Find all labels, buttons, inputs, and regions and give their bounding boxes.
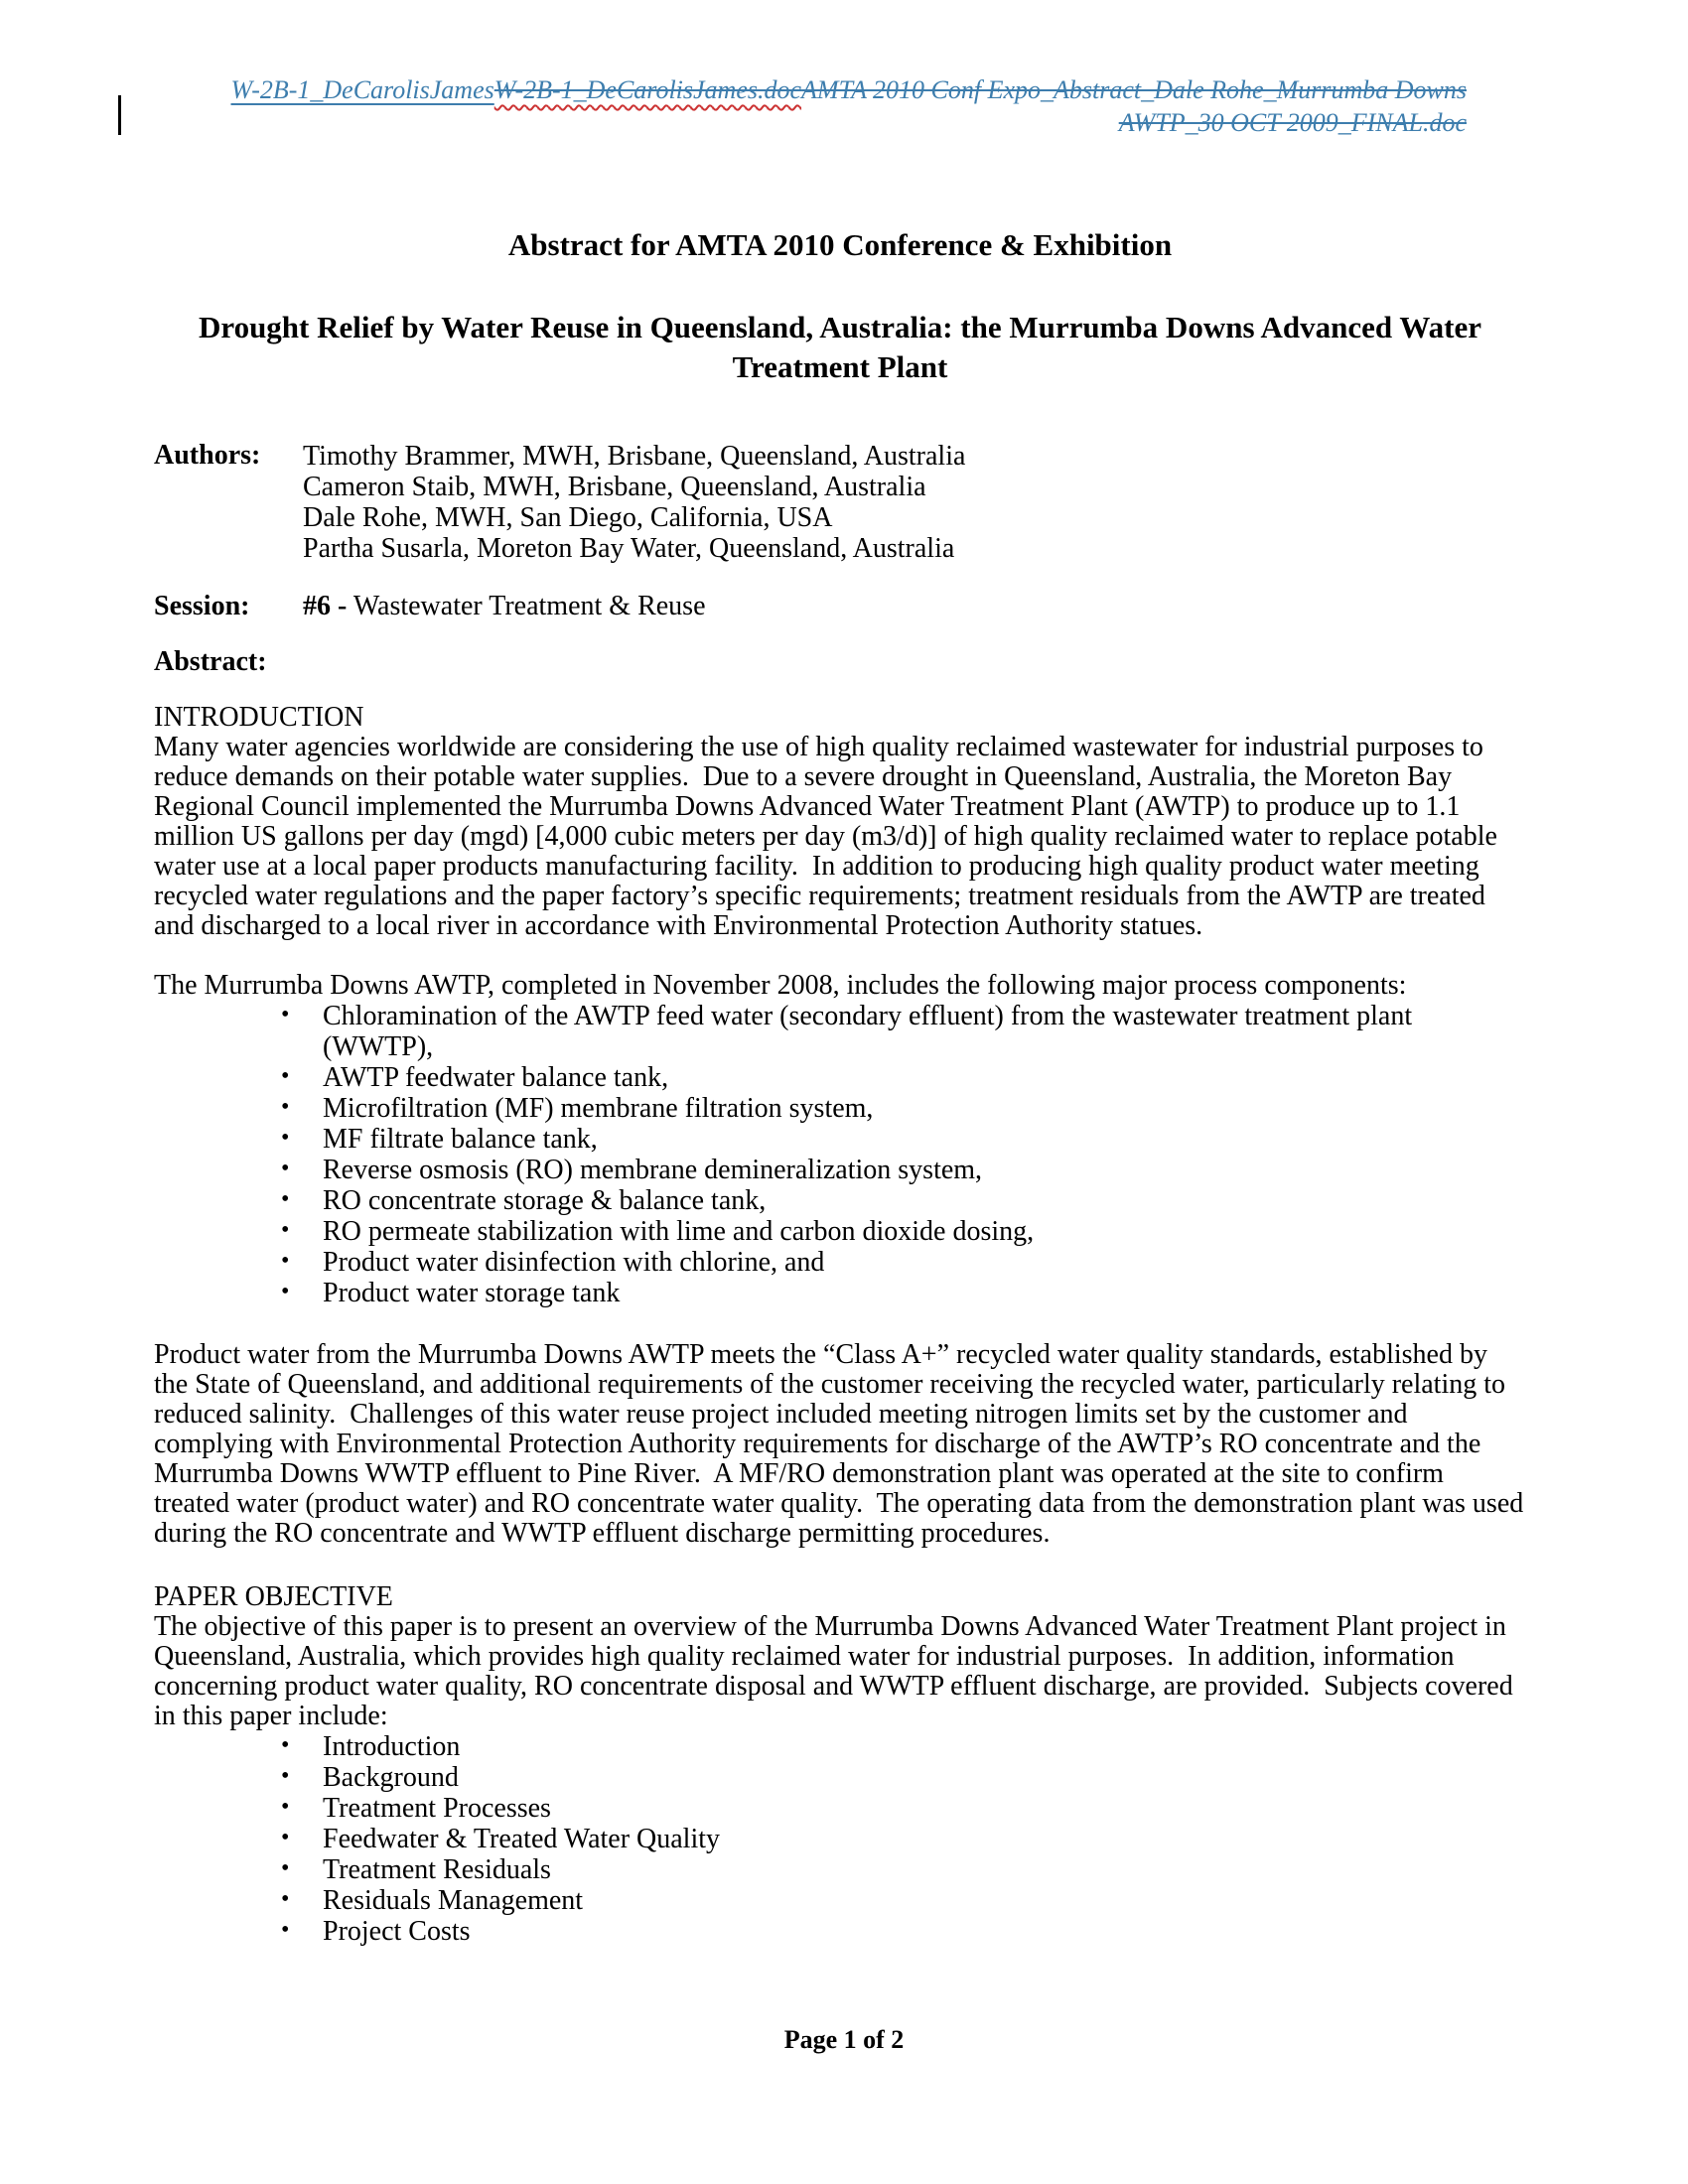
list-item xyxy=(154,1278,1526,1308)
authors-list xyxy=(303,441,1526,564)
author-line: Cameron Staib, MWH, Brisbane, Queensland, Australia xyxy=(303,472,926,502)
paper-objective-paragraph: The objective of this paper is to present an overview of the Murrumba Downs Advanced Water Treatment Plant project in Queensland, Australia, which provides high quality reclaimed water for industrial purposes. In addition, information concerning product water quality, RO concentrate disposal and WWTP effluent discharge, are provided. Subjects covered in this paper include: xyxy=(154,1611,1520,1731)
session-label: Session: xyxy=(154,591,250,621)
list-item xyxy=(154,1093,1526,1124)
bullet-icon: • xyxy=(281,1855,290,1881)
author-line: Dale Rohe, MWH, San Diego, California, USA xyxy=(303,502,833,533)
list-item xyxy=(154,1216,1526,1247)
document-title: Abstract for AMTA 2010 Conference & Exhibition xyxy=(507,227,1173,262)
bullet-item-text: Residuals Management xyxy=(323,1885,584,1916)
paper-objective-heading: PAPER OBJECTIVE xyxy=(154,1581,393,1612)
bullet-icon: • xyxy=(281,1763,290,1789)
list-item xyxy=(154,1885,1526,1916)
bullet-item-text: Reverse osmosis (RO) membrane demineralization system, xyxy=(323,1155,983,1185)
list-item xyxy=(154,1854,1526,1885)
list-item xyxy=(154,1155,1526,1185)
bullet-item-text: RO concentrate storage & balance tank, xyxy=(323,1185,767,1216)
bullet-icon: • xyxy=(281,1156,290,1181)
list-item xyxy=(154,1185,1526,1216)
list-item xyxy=(154,1124,1526,1155)
document-body xyxy=(154,0,1531,1947)
bullet-item-text: Background xyxy=(323,1762,459,1793)
bullet-icon: • xyxy=(281,1186,290,1212)
introduction-paragraph: Many water agencies worldwide are considering the use of high quality reclaimed wastewater for industrial purposes to reduce demands on their potable water supplies. Due to a severe drought in Queensland, Australia, the Moreton Bay Regional Council implemented the Murrumba Downs Advanced Water Treatment Plant (AWTP) to produce up to 1.1 million US gallons per day (mgd) [4,000 cubic meters per day (m3/d)] of high quality reclaimed water to replace potable water use at a local paper products manufacturing facility. In addition to producing high quality product water meeting recycled water regulations and the paper factory’s specific requirements; treatment residuals from the AWTP are treated and discharged to a local river in accordance with Environmental Protection Authority statues. xyxy=(154,732,1504,941)
bullet-item-text: Product water storage tank xyxy=(323,1278,621,1308)
author-line: Partha Susarla, Moreton Bay Water, Queensland, Australia xyxy=(303,533,955,564)
bullet-icon: • xyxy=(281,1917,290,1943)
bullet-item-text: Treatment Residuals xyxy=(323,1854,551,1885)
bullet-icon: • xyxy=(281,1794,290,1820)
abstract-label: Abstract: xyxy=(154,646,267,677)
metadata-fields xyxy=(154,441,1526,677)
bullet-icon: • xyxy=(281,1279,290,1304)
list-item xyxy=(154,1762,1526,1793)
bullet-icon: • xyxy=(281,1217,290,1243)
bullet-item-text: Chloramination of the AWTP feed water (secondary effluent) from the wastewater treatment plant (WWTP), xyxy=(323,1001,1413,1062)
process-components-lead: The Murrumba Downs AWTP, completed in November 2008, includes the following major process components: xyxy=(154,970,1407,1001)
tracked-change-bar xyxy=(118,95,121,135)
process-components-list xyxy=(154,1001,1526,1308)
bullet-icon: • xyxy=(281,1063,290,1089)
document-subtitle: Drought Relief by Water Reuse in Queensland, Australia: the Murrumba Downs Advanced Water Treatment Plant xyxy=(198,310,1481,384)
bullet-icon: • xyxy=(281,1125,290,1151)
product-water-paragraph: Product water from the Murrumba Downs AWTP meets the “Class A+” recycled water quality standards, established by the State of Queensland, and additional requirements of the customer receiving the recycled water, particularly relating to reduced salinity. Challenges of this water reuse project included meeting nitrogen limits set by the customer and complying with Environmental Protection Authority requirements for discharge of the AWTP’s RO concentrate and the Murrumba Downs WWTP effluent to Pine River. A MF/RO demonstration plant was operated at the site to confirm treated water (product water) and RO concentrate water quality. The operating data from the demonstration plant was used during the RO concentrate and WWTP effluent discharge permitting procedures. xyxy=(154,1339,1531,1549)
bullet-item-text: MF filtrate balance tank, xyxy=(323,1124,598,1155)
header-inserted-filename: W-2B-1_DeCarolisJames xyxy=(230,75,494,104)
bullet-item-text: RO permeate stabilization with lime and carbon dioxide dosing, xyxy=(323,1216,1035,1247)
session-name: Wastewater Treatment & Reuse xyxy=(352,591,706,621)
header-deleted-title: AMTA 2010 Conf Expo_Abstract_Dale Rohe_Murrumba Downs AWTP_30 OCT 2009_FINAL.doc xyxy=(801,75,1467,137)
header-deleted-filename: W-2B-1_DeCarolisJames.doc xyxy=(493,75,802,104)
list-item xyxy=(154,1001,1526,1062)
bullet-item-text: Introduction xyxy=(323,1731,461,1762)
bullet-icon: • xyxy=(281,1248,290,1274)
list-item xyxy=(154,1731,1526,1762)
authors-label: Authors: xyxy=(154,440,261,471)
authors-row xyxy=(154,441,1526,564)
bullet-item-text: Project Costs xyxy=(323,1916,471,1947)
list-item xyxy=(154,1824,1526,1854)
bullet-icon: • xyxy=(281,1002,290,1027)
bullet-item-text: Treatment Processes xyxy=(323,1793,551,1824)
bullet-icon: • xyxy=(281,1886,290,1912)
list-item xyxy=(154,1247,1526,1278)
bullet-item-text: Microfiltration (MF) membrane filtration system, xyxy=(323,1093,874,1124)
session-number: #6 - xyxy=(303,591,348,621)
author-line: Timothy Brammer, MWH, Brisbane, Queensland, Australia xyxy=(303,441,966,472)
bullet-icon: • xyxy=(281,1825,290,1850)
session-value xyxy=(303,592,1526,621)
paper-topics-list xyxy=(154,1731,1526,1947)
bullet-item-text: Product water disinfection with chlorine, and xyxy=(323,1247,825,1278)
list-item xyxy=(154,1062,1526,1093)
session-row xyxy=(154,592,1526,621)
bullet-icon: • xyxy=(281,1094,290,1120)
abstract-row xyxy=(154,647,1526,677)
list-item xyxy=(154,1916,1526,1947)
introduction-heading: INTRODUCTION xyxy=(154,702,364,733)
list-item xyxy=(154,1793,1526,1824)
bullet-item-text: AWTP feedwater balance tank, xyxy=(323,1062,669,1093)
bullet-item-text: Feedwater & Treated Water Quality xyxy=(323,1824,721,1854)
bullet-icon: • xyxy=(281,1732,290,1758)
page-footer: Page 1 of 2 xyxy=(783,2025,905,2054)
